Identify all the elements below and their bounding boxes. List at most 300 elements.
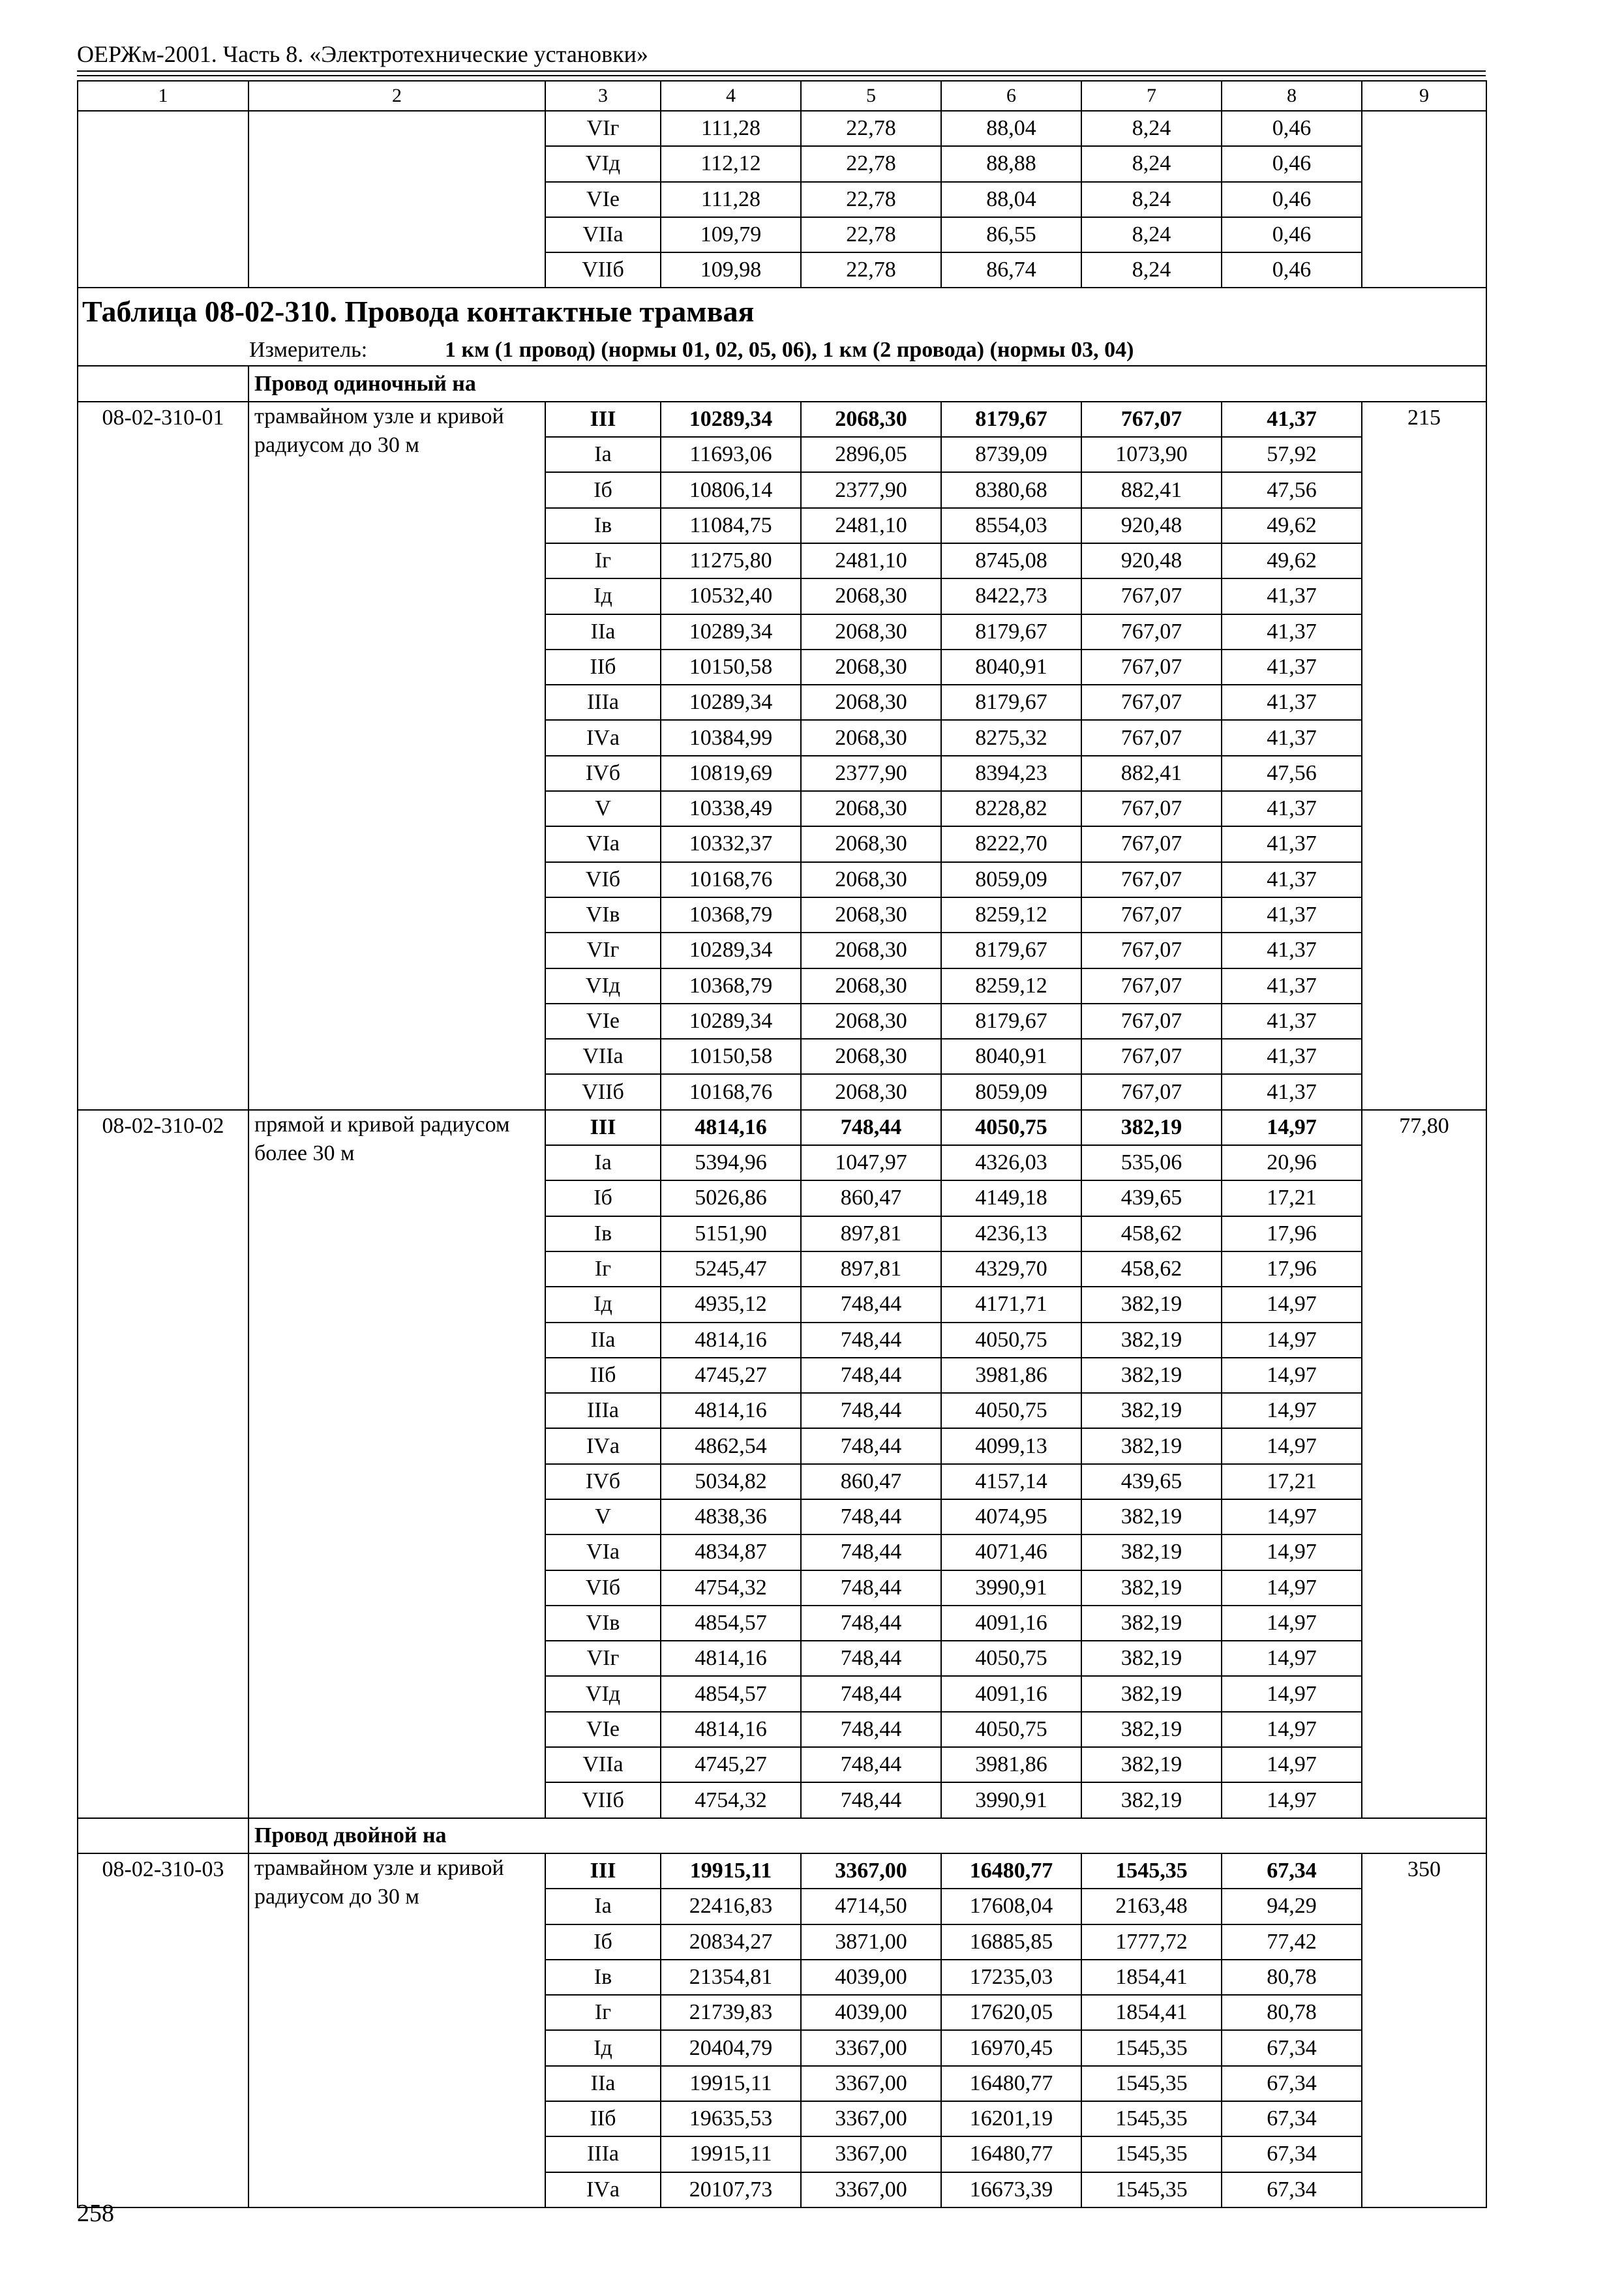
materials-cell: 17608,04: [941, 1889, 1081, 1924]
materials-cell: 4171,71: [941, 1287, 1081, 1322]
cost-total-cell: 4814,16: [661, 1712, 801, 1747]
machines-cell: 767,07: [1081, 402, 1222, 437]
cost-total-cell: 19635,53: [661, 2101, 801, 2136]
wages-cell: 3367,00: [801, 2066, 941, 2101]
column-number: 8: [1222, 81, 1362, 111]
cost-total-cell: 10368,79: [661, 897, 801, 933]
cost-total-cell: 109,98: [661, 252, 801, 288]
machines-cell: 8,24: [1081, 111, 1222, 146]
materials-cell: 4099,13: [941, 1428, 1081, 1463]
machinist-wages-cell: 0,46: [1222, 252, 1362, 288]
materials-cell: 88,88: [941, 146, 1081, 181]
wages-cell: 2068,30: [801, 826, 941, 861]
machinist-wages-cell: 41,37: [1222, 897, 1362, 933]
zone-cell: Iг: [545, 1995, 661, 2030]
wages-cell: 22,78: [801, 111, 941, 146]
machines-cell: 382,19: [1081, 1676, 1222, 1711]
cost-total-cell: 4838,36: [661, 1499, 801, 1534]
machines-cell: 1545,35: [1081, 2101, 1222, 2136]
wages-cell: 22,78: [801, 182, 941, 217]
cost-total-cell: 10289,34: [661, 1004, 801, 1039]
wages-cell: 2068,30: [801, 614, 941, 650]
zone-cell: III: [545, 402, 661, 437]
machines-cell: 1545,35: [1081, 2030, 1222, 2065]
machinist-wages-cell: 41,37: [1222, 826, 1362, 861]
materials-cell: 16201,19: [941, 2101, 1081, 2136]
cost-total-cell: 4814,16: [661, 1393, 801, 1428]
machinist-wages-cell: 57,92: [1222, 437, 1362, 472]
cost-total-cell: 4935,12: [661, 1287, 801, 1322]
wages-cell: 1047,97: [801, 1145, 941, 1180]
machinist-wages-cell: 0,46: [1222, 111, 1362, 146]
machines-cell: 2163,48: [1081, 1889, 1222, 1924]
column-number: 5: [801, 81, 941, 111]
machinist-wages-cell: 41,37: [1222, 578, 1362, 614]
cost-total-cell: 10289,34: [661, 614, 801, 650]
materials-cell: 8739,09: [941, 437, 1081, 472]
materials-cell: 4050,75: [941, 1641, 1081, 1676]
zone-cell: Iв: [545, 1216, 661, 1251]
machinist-wages-cell: 67,34: [1222, 2172, 1362, 2207]
zone-cell: Iг: [545, 543, 661, 578]
zone-cell: V: [545, 791, 661, 826]
materials-cell: 4074,95: [941, 1499, 1081, 1534]
machines-cell: 767,07: [1081, 826, 1222, 861]
wages-cell: 3871,00: [801, 1924, 941, 1960]
zone-cell: IIIа: [545, 685, 661, 720]
machines-cell: 767,07: [1081, 614, 1222, 650]
machinist-wages-cell: 47,56: [1222, 756, 1362, 791]
cost-total-cell: 5034,82: [661, 1464, 801, 1499]
wages-cell: 2068,30: [801, 402, 941, 437]
materials-cell: 4329,70: [941, 1251, 1081, 1287]
machines-cell: 535,06: [1081, 1145, 1222, 1180]
cost-total-cell: 11084,75: [661, 508, 801, 543]
zone-cell: VIб: [545, 862, 661, 897]
wages-cell: 2377,90: [801, 756, 941, 791]
cost-total-cell: 10168,76: [661, 1074, 801, 1109]
machines-cell: 458,62: [1081, 1251, 1222, 1287]
zone-cell: IIIа: [545, 2136, 661, 2172]
wages-cell: 860,47: [801, 1180, 941, 1216]
machinist-wages-cell: 14,97: [1222, 1323, 1362, 1358]
zone-cell: IVб: [545, 756, 661, 791]
materials-cell: 86,74: [941, 252, 1081, 288]
empty-cell: [248, 111, 545, 288]
machinist-wages-cell: 41,37: [1222, 1039, 1362, 1074]
materials-cell: 3981,86: [941, 1747, 1081, 1782]
table-row: [78, 111, 1486, 146]
zone-cell: VIIа: [545, 1747, 661, 1782]
machines-cell: 767,07: [1081, 862, 1222, 897]
zone-cell: IIб: [545, 1358, 661, 1393]
machinist-wages-cell: 14,97: [1222, 1712, 1362, 1747]
machines-cell: 1545,35: [1081, 1853, 1222, 1889]
cost-total-cell: 10289,34: [661, 402, 801, 437]
machines-cell: 1854,41: [1081, 1960, 1222, 1995]
zone-cell: VIIб: [545, 1074, 661, 1109]
zone-cell: Iб: [545, 472, 661, 507]
machines-cell: 1545,35: [1081, 2172, 1222, 2207]
machines-cell: 767,07: [1081, 1074, 1222, 1109]
materials-cell: 16480,77: [941, 2136, 1081, 2172]
zone-cell: IIа: [545, 1323, 661, 1358]
machines-cell: 767,07: [1081, 578, 1222, 614]
machinist-wages-cell: 77,42: [1222, 1924, 1362, 1960]
wages-cell: 2068,30: [801, 685, 941, 720]
wages-cell: 2481,10: [801, 543, 941, 578]
cost-total-cell: 4814,16: [661, 1641, 801, 1676]
zone-cell: IIб: [545, 650, 661, 685]
zone-cell: VIе: [545, 1712, 661, 1747]
zone-cell: Iб: [545, 1180, 661, 1216]
wages-cell: 22,78: [801, 252, 941, 288]
materials-cell: 4050,75: [941, 1323, 1081, 1358]
machines-cell: 767,07: [1081, 791, 1222, 826]
machinist-wages-cell: 41,37: [1222, 968, 1362, 1004]
work-description-cell: трамвайном узле и кривой радиусом до 30 м: [248, 402, 545, 1110]
running-header: ОЕРЖм-2001. Часть 8. «Электротехнические установки»: [77, 41, 648, 67]
column-number: 9: [1362, 81, 1486, 111]
zone-cell: Iа: [545, 437, 661, 472]
materials-cell: 8380,68: [941, 472, 1081, 507]
zone-cell: VIIб: [545, 1782, 661, 1818]
materials-cell: 3990,91: [941, 1782, 1081, 1818]
wages-cell: 748,44: [801, 1782, 941, 1818]
machinist-wages-cell: 67,34: [1222, 2136, 1362, 2172]
materials-cell: 4157,14: [941, 1464, 1081, 1499]
wages-cell: 3367,00: [801, 2136, 941, 2172]
zone-cell: IVа: [545, 720, 661, 755]
machinist-wages-cell: 14,97: [1222, 1499, 1362, 1534]
machinist-wages-cell: 14,97: [1222, 1358, 1362, 1393]
cost-total-cell: 19915,11: [661, 2136, 801, 2172]
machines-cell: 767,07: [1081, 968, 1222, 1004]
zone-cell: V: [545, 1499, 661, 1534]
materials-cell: 8259,12: [941, 897, 1081, 933]
machinist-wages-cell: 17,96: [1222, 1251, 1362, 1287]
wages-cell: 748,44: [801, 1323, 941, 1358]
cost-total-cell: 10289,34: [661, 933, 801, 968]
machinist-wages-cell: 41,37: [1222, 791, 1362, 826]
materials-cell: 4236,13: [941, 1216, 1081, 1251]
machines-cell: 767,07: [1081, 1004, 1222, 1039]
materials-cell: 8422,73: [941, 578, 1081, 614]
wages-cell: 748,44: [801, 1641, 941, 1676]
cost-total-cell: 5026,86: [661, 1180, 801, 1216]
work-description-cell: трамвайном узле и кривой радиусом до 30 м: [248, 1853, 545, 2207]
wages-cell: 748,44: [801, 1570, 941, 1606]
cost-total-cell: 10532,40: [661, 578, 801, 614]
cost-total-cell: 10384,99: [661, 720, 801, 755]
zone-cell: IVа: [545, 2172, 661, 2207]
machines-cell: 8,24: [1081, 146, 1222, 181]
zone-cell: III: [545, 1110, 661, 1145]
wages-cell: 2068,30: [801, 720, 941, 755]
machinist-wages-cell: 0,46: [1222, 146, 1362, 181]
materials-cell: 8040,91: [941, 1039, 1081, 1074]
zone-cell: VIе: [545, 182, 661, 217]
section-row: [78, 366, 1486, 401]
machines-cell: 1777,72: [1081, 1924, 1222, 1960]
wages-cell: 4039,00: [801, 1960, 941, 1995]
zone-cell: III: [545, 1853, 661, 1889]
machines-cell: 8,24: [1081, 182, 1222, 217]
price-table: [77, 80, 1487, 2208]
machines-cell: 8,24: [1081, 217, 1222, 252]
machines-cell: 382,19: [1081, 1570, 1222, 1606]
zone-cell: Iб: [545, 1924, 661, 1960]
cost-total-cell: 10819,69: [661, 756, 801, 791]
wages-cell: 2896,05: [801, 437, 941, 472]
materials-cell: 16970,45: [941, 2030, 1081, 2065]
wages-cell: 748,44: [801, 1428, 941, 1463]
cost-total-cell: 11693,06: [661, 437, 801, 472]
zone-cell: Iв: [545, 508, 661, 543]
cost-total-cell: 4814,16: [661, 1110, 801, 1145]
zone-cell: VIд: [545, 1676, 661, 1711]
machines-cell: 8,24: [1081, 252, 1222, 288]
materials-cell: 8059,09: [941, 862, 1081, 897]
materials-cell: 8275,32: [941, 720, 1081, 755]
material-price-cell: 350: [1362, 1853, 1486, 2207]
machines-cell: 382,19: [1081, 1641, 1222, 1676]
wages-cell: 748,44: [801, 1534, 941, 1570]
machinist-wages-cell: 14,97: [1222, 1606, 1362, 1641]
wages-cell: 2068,30: [801, 1039, 941, 1074]
column-number: 6: [941, 81, 1081, 111]
machines-cell: 1073,90: [1081, 437, 1222, 472]
cost-total-cell: 5151,90: [661, 1216, 801, 1251]
zone-cell: IVб: [545, 1464, 661, 1499]
machines-cell: 382,19: [1081, 1358, 1222, 1393]
machines-cell: 382,19: [1081, 1499, 1222, 1534]
zone-cell: VIг: [545, 111, 661, 146]
machines-cell: 382,19: [1081, 1110, 1222, 1145]
cost-total-cell: 22416,83: [661, 1889, 801, 1924]
wages-cell: 2068,30: [801, 1004, 941, 1039]
machinist-wages-cell: 17,21: [1222, 1180, 1362, 1216]
materials-cell: 4149,18: [941, 1180, 1081, 1216]
materials-cell: 8745,08: [941, 543, 1081, 578]
zone-cell: VIа: [545, 826, 661, 861]
wages-cell: 748,44: [801, 1287, 941, 1322]
materials-cell: 8554,03: [941, 508, 1081, 543]
cost-total-cell: 10332,37: [661, 826, 801, 861]
zone-cell: IIа: [545, 614, 661, 650]
machinist-wages-cell: 49,62: [1222, 543, 1362, 578]
column-number: 7: [1081, 81, 1222, 111]
zone-cell: VIд: [545, 968, 661, 1004]
norm-code-cell: 08-02-310-03: [78, 1853, 248, 2207]
materials-cell: 4091,16: [941, 1606, 1081, 1641]
cost-total-cell: 4854,57: [661, 1606, 801, 1641]
section-heading: [248, 1818, 1486, 1853]
materials-cell: 4091,16: [941, 1676, 1081, 1711]
wages-cell: 4039,00: [801, 1995, 941, 2030]
machines-cell: 1545,35: [1081, 2136, 1222, 2172]
zone-cell: Iа: [545, 1145, 661, 1180]
materials-cell: 4050,75: [941, 1110, 1081, 1145]
zone-cell: VIв: [545, 897, 661, 933]
section-row: [78, 1818, 1486, 1853]
machinist-wages-cell: 14,97: [1222, 1393, 1362, 1428]
cost-total-cell: 111,28: [661, 111, 801, 146]
machinist-wages-cell: 14,97: [1222, 1641, 1362, 1676]
materials-cell: 8179,67: [941, 685, 1081, 720]
machines-cell: 382,19: [1081, 1712, 1222, 1747]
machines-cell: 439,65: [1081, 1464, 1222, 1499]
materials-cell: 16885,85: [941, 1924, 1081, 1960]
machinist-wages-cell: 41,37: [1222, 862, 1362, 897]
table-title: Таблица 08-02-310. Провода контактные трамвая: [78, 288, 1486, 335]
empty-cell: [78, 111, 248, 288]
machines-cell: 382,19: [1081, 1534, 1222, 1570]
machines-cell: 382,19: [1081, 1393, 1222, 1428]
materials-cell: 8059,09: [941, 1074, 1081, 1109]
machines-cell: 382,19: [1081, 1782, 1222, 1818]
measurer-value: 1 км (1 провод) (нормы 01, 02, 05, 06), 1 км (2 провода) (нормы 03, 04): [445, 338, 1134, 363]
zone-cell: Iг: [545, 1251, 661, 1287]
cost-total-cell: 19915,11: [661, 2066, 801, 2101]
materials-cell: 16480,77: [941, 1853, 1081, 1889]
cost-total-cell: 20834,27: [661, 1924, 801, 1960]
machinist-wages-cell: 17,21: [1222, 1464, 1362, 1499]
machinist-wages-cell: 14,97: [1222, 1110, 1362, 1145]
materials-cell: 8394,23: [941, 756, 1081, 791]
machinist-wages-cell: 67,34: [1222, 2101, 1362, 2136]
table-row: [78, 1853, 1486, 1889]
wages-cell: 2068,30: [801, 650, 941, 685]
wages-cell: 2068,30: [801, 933, 941, 968]
wages-cell: 2377,90: [801, 472, 941, 507]
machines-cell: 382,19: [1081, 1747, 1222, 1782]
wages-cell: 748,44: [801, 1712, 941, 1747]
work-description-cell: прямой и кривой радиусом более 30 м: [248, 1110, 545, 1818]
machines-cell: 767,07: [1081, 1039, 1222, 1074]
norm-code-cell: 08-02-310-01: [78, 402, 248, 1110]
norm-code-cell: 08-02-310-02: [78, 1110, 248, 1818]
table-row: [78, 402, 1486, 437]
machines-cell: 767,07: [1081, 685, 1222, 720]
machinist-wages-cell: 49,62: [1222, 508, 1362, 543]
column-number: 1: [78, 81, 248, 111]
machinist-wages-cell: 41,37: [1222, 1074, 1362, 1109]
cost-total-cell: 10338,49: [661, 791, 801, 826]
wages-cell: 2481,10: [801, 508, 941, 543]
machines-cell: 767,07: [1081, 650, 1222, 685]
machinist-wages-cell: 67,34: [1222, 1853, 1362, 1889]
cost-total-cell: 4745,27: [661, 1747, 801, 1782]
machinist-wages-cell: 14,97: [1222, 1570, 1362, 1606]
zone-cell: Iд: [545, 2030, 661, 2065]
cost-total-cell: 10168,76: [661, 862, 801, 897]
machines-cell: 1854,41: [1081, 1995, 1222, 2030]
wages-cell: 748,44: [801, 1393, 941, 1428]
machines-cell: 882,41: [1081, 756, 1222, 791]
cost-total-cell: 20107,73: [661, 2172, 801, 2207]
wages-cell: 2068,30: [801, 968, 941, 1004]
materials-cell: 4071,46: [941, 1534, 1081, 1570]
zone-cell: Iд: [545, 578, 661, 614]
machinist-wages-cell: 14,97: [1222, 1534, 1362, 1570]
materials-cell: 3981,86: [941, 1358, 1081, 1393]
materials-cell: 3990,91: [941, 1570, 1081, 1606]
materials-cell: 86,55: [941, 217, 1081, 252]
wages-cell: 2068,30: [801, 862, 941, 897]
section-spacer-cell: [78, 1818, 248, 1853]
material-price-cell: 77,80: [1362, 1110, 1486, 1818]
zone-cell: Iв: [545, 1960, 661, 1995]
machinist-wages-cell: 41,37: [1222, 685, 1362, 720]
zone-cell: IIIа: [545, 1393, 661, 1428]
machinist-wages-cell: 14,97: [1222, 1747, 1362, 1782]
column-number-row: [78, 81, 1486, 111]
wages-cell: 22,78: [801, 217, 941, 252]
cost-total-cell: 11275,80: [661, 543, 801, 578]
wages-cell: 748,44: [801, 1676, 941, 1711]
machines-cell: 382,19: [1081, 1428, 1222, 1463]
materials-cell: 16673,39: [941, 2172, 1081, 2207]
machines-cell: 767,07: [1081, 933, 1222, 968]
machinist-wages-cell: 0,46: [1222, 217, 1362, 252]
machinist-wages-cell: 94,29: [1222, 1889, 1362, 1924]
materials-cell: 8179,67: [941, 1004, 1081, 1039]
header-rule: [77, 70, 1486, 72]
machinist-wages-cell: 41,37: [1222, 402, 1362, 437]
materials-cell: 8179,67: [941, 614, 1081, 650]
cost-total-cell: 112,12: [661, 146, 801, 181]
machinist-wages-cell: 14,97: [1222, 1287, 1362, 1322]
cost-total-cell: 109,79: [661, 217, 801, 252]
wages-cell: 860,47: [801, 1464, 941, 1499]
cost-total-cell: 10289,34: [661, 685, 801, 720]
cost-total-cell: 10150,58: [661, 650, 801, 685]
zone-cell: IVа: [545, 1428, 661, 1463]
zone-cell: VIIа: [545, 1039, 661, 1074]
zone-cell: VIа: [545, 1534, 661, 1570]
zone-cell: IIа: [545, 2066, 661, 2101]
zone-cell: Iа: [545, 1889, 661, 1924]
zone-cell: VIд: [545, 146, 661, 181]
column-number: 3: [545, 81, 661, 111]
empty-cell: [1362, 111, 1486, 288]
cost-total-cell: 4814,16: [661, 1323, 801, 1358]
section-heading: [248, 366, 1486, 401]
machines-cell: 458,62: [1081, 1216, 1222, 1251]
section-heading-text: Провод двойной на: [254, 1823, 447, 1848]
machinist-wages-cell: 0,46: [1222, 182, 1362, 217]
wages-cell: 748,44: [801, 1110, 941, 1145]
cost-total-cell: 21739,83: [661, 1995, 801, 2030]
wages-cell: 2068,30: [801, 897, 941, 933]
machinist-wages-cell: 47,56: [1222, 472, 1362, 507]
machinist-wages-cell: 41,37: [1222, 1004, 1362, 1039]
measurer-label: Измеритель:: [249, 338, 368, 363]
zone-cell: VIIа: [545, 217, 661, 252]
cost-total-cell: 4745,27: [661, 1358, 801, 1393]
machinist-wages-cell: 14,97: [1222, 1428, 1362, 1463]
wages-cell: 4714,50: [801, 1889, 941, 1924]
materials-cell: 17235,03: [941, 1960, 1081, 1995]
cost-total-cell: 4834,87: [661, 1534, 801, 1570]
zone-cell: Iд: [545, 1287, 661, 1322]
cost-total-cell: 4854,57: [661, 1676, 801, 1711]
machines-cell: 767,07: [1081, 720, 1222, 755]
wages-cell: 3367,00: [801, 2030, 941, 2065]
machinist-wages-cell: 80,78: [1222, 1960, 1362, 1995]
column-number: 4: [661, 81, 801, 111]
